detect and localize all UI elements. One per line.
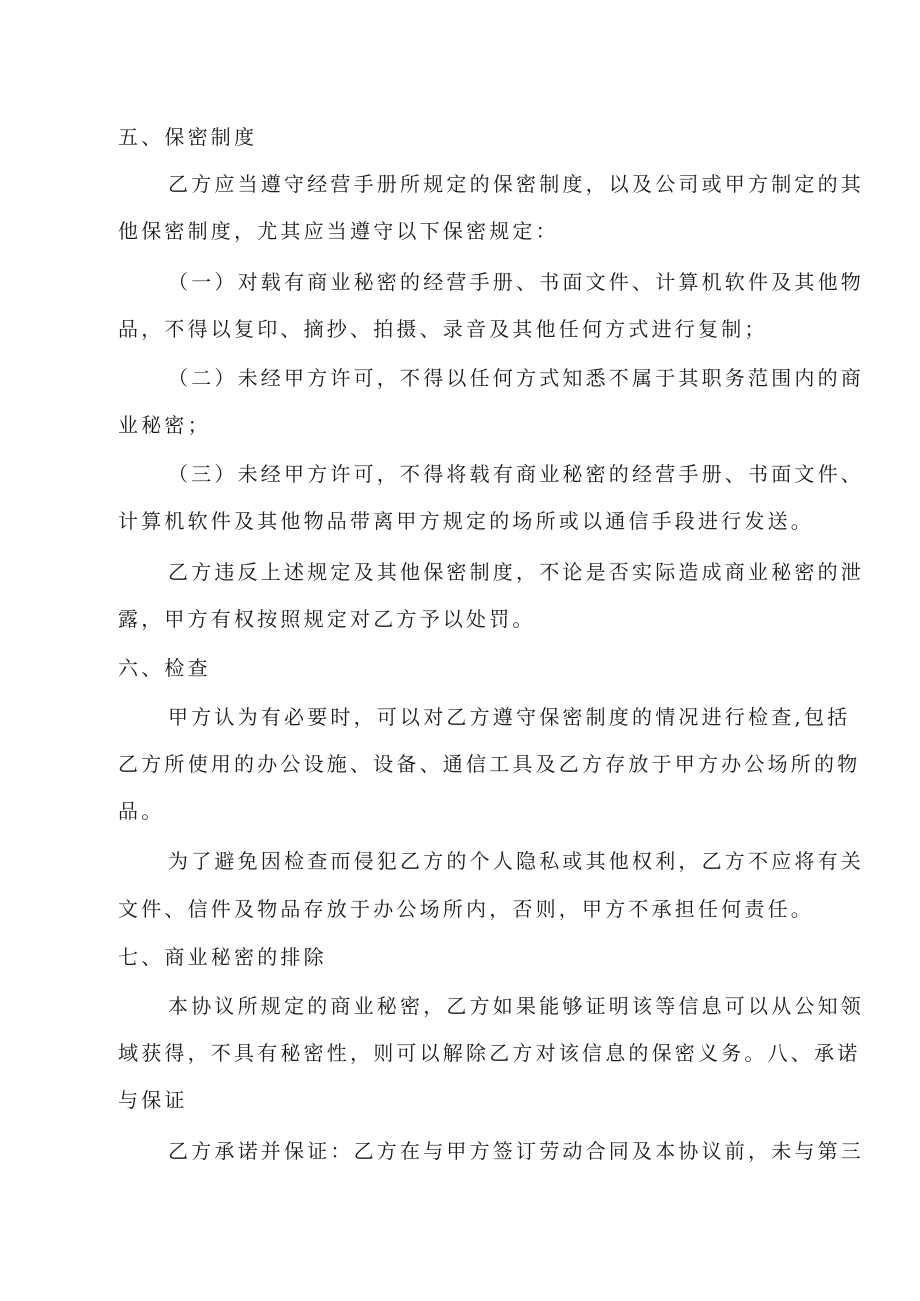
section-heading-5: 五、保密制度: [118, 125, 258, 149]
paragraph-line: 乙方承诺并保证：乙方在与甲方签订劳动合同及本协议前，未与第三: [168, 1139, 864, 1163]
section-heading-6: 六、检查: [118, 656, 211, 680]
paragraph-line: 计算机软件及其他物品带离甲方规定的场所或以通信手段进行发送。: [118, 509, 814, 533]
section-heading-7: 七、商业秘密的排除: [118, 945, 327, 969]
paragraph-line: （一）对载有商业秘密的经营手册、书面文件、计算机软件及其他物: [168, 270, 864, 294]
paragraph-line: 乙方所使用的办公设施、设备、通信工具及乙方存放于甲方办公场所的物: [118, 752, 861, 776]
paragraph-line: 品。: [118, 799, 165, 823]
paragraph-line: 为了避免因检查而侵犯乙方的个人隐私或其他权利，乙方不应将有关: [168, 849, 864, 873]
paragraph-line: 业秘密；: [118, 413, 211, 437]
paragraph-line: 乙方违反上述规定及其他保密制度，不论是否实际造成商业秘密的泄: [168, 560, 864, 584]
paragraph-line: 甲方认为有必要时，可以对乙方遵守保密制度的情况进行检查,包括: [168, 705, 851, 729]
paragraph-line: （二）未经甲方许可，不得以任何方式知悉不属于其职务范围内的商: [168, 366, 864, 390]
paragraph-line: 域获得，不具有秘密性，则可以解除乙方对该信息的保密义务。八、承诺: [118, 1041, 861, 1065]
paragraph-line: （三）未经甲方许可，不得将载有商业秘密的经营手册、书面文件、: [168, 462, 864, 486]
paragraph-line: 与保证: [118, 1088, 188, 1112]
paragraph-line: 品，不得以复印、摘抄、拍摄、录音及其他任何方式进行复制；: [118, 317, 768, 341]
paragraph-line: 他保密制度，尤其应当遵守以下保密规定：: [118, 219, 559, 243]
paragraph-line: 露，甲方有权按照规定对乙方予以处罚。: [118, 607, 536, 631]
paragraph-line: 文件、信件及物品存放于办公场所内，否则，甲方不承担任何责任。: [118, 897, 814, 921]
paragraph-line: 本协议所规定的商业秘密，乙方如果能够证明该等信息可以从公知领: [168, 994, 864, 1018]
paragraph-line: 乙方应当遵守经营手册所规定的保密制度，以及公司或甲方制定的其: [168, 172, 864, 196]
